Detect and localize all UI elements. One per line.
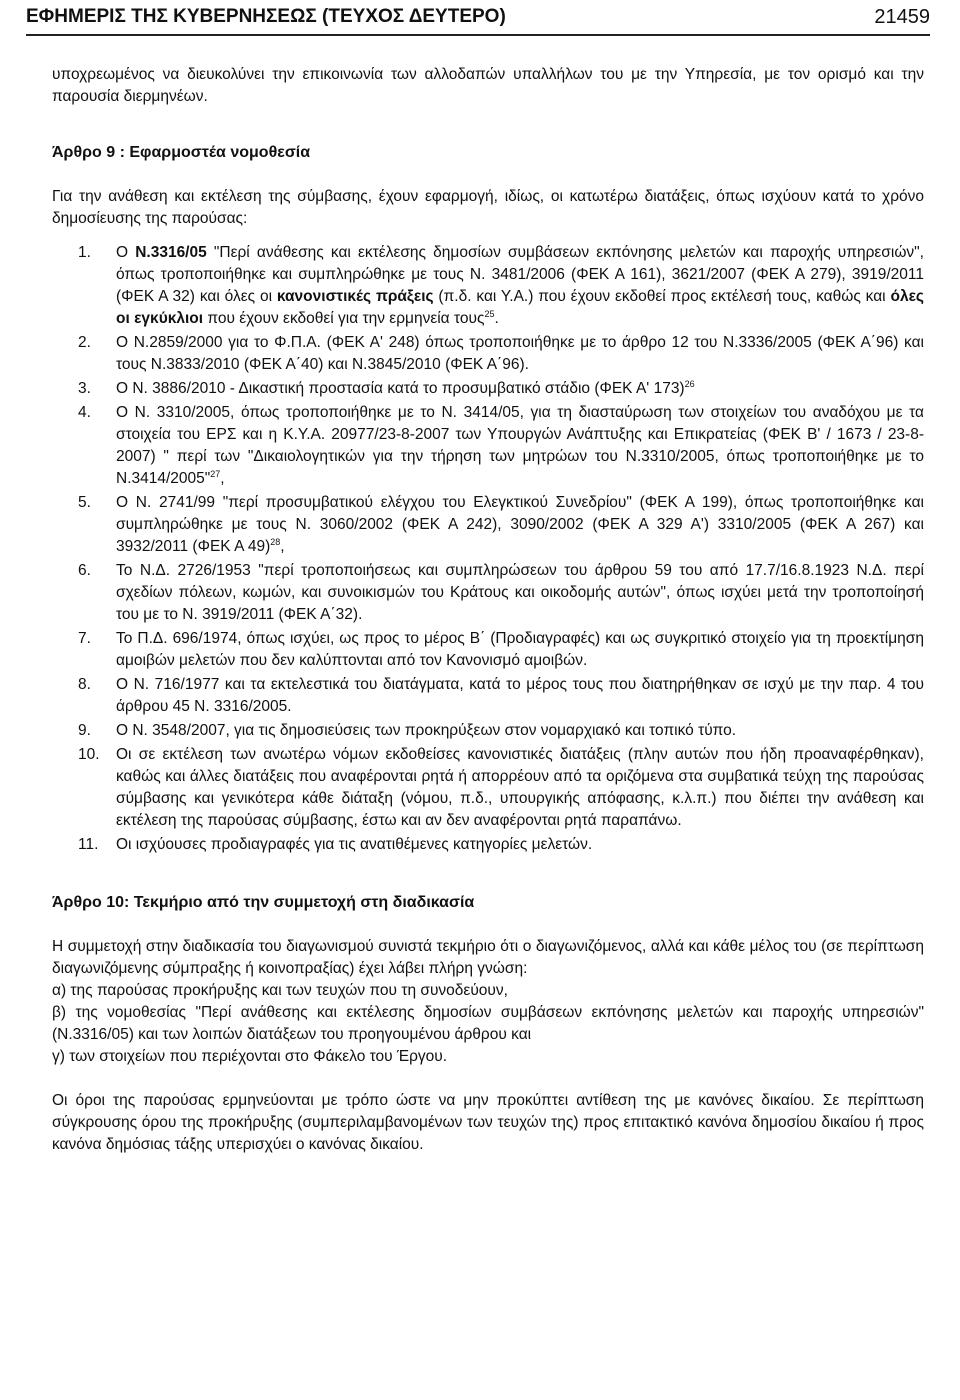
list-item: 1. Ο Ν.3316/05 "Περί ανάθεσης και εκτέλεσης δημοσίων συμβάσεων εκπόνησης μελετών και παροχής υπηρεσιών", όπως τροποποιήθηκε και συμπληρώθηκε με τους Ν. 3481/2006 (ΦΕΚ Α 161), 3621/2007 (ΦΕΚ Α 279), 3919/2011 (ΦΕΚ Α 32) και όλες οι κανονιστικές πράξεις (π.δ. και Υ.Α.) που έχουν εκδοθεί προς εκτέλεσή τους, καθώς και όλες οι εγκύκλιοι που έχουν εκδοθεί για την ερμηνεία τους$^{25}$. [78, 244, 924, 327]
list-item: 9. Ο Ν. 3548/2007, για τις δημοσιεύσεις των προκηρύξεων στον νομαρχιακό και τοπικό τύπο. [78, 722, 737, 739]
article-10-item-c: γ) των στοιχείων που περιέχονται στο Φάκελο του Έργου. [52, 1048, 448, 1065]
list-item: 5. Ο Ν. 2741/99 "περί προσυμβατικού ελέγχου του Ελεγκτικού Συνεδρίου" (ΦΕΚ Α 199), όπως τροποποιήθηκε και συμπληρώθηκε με τους Ν. 3060/2002 (ΦΕΚ Α 242), 3090/2002 (ΦΕΚ Α 329 Α') 3310/2005 (ΦΕΚ Α 267) και 3932/2011 (ΦΕΚ Α 49)$^{28}$, [78, 494, 924, 555]
list-item: 11. Οι ισχύουσες προδιαγραφές για τις ανατιθέμενες κατηγορίες μελετών. [78, 836, 593, 853]
article-10-item-a: α) της παρούσας προκήρυξης και των τευχών που τη συνοδεύουν, [52, 982, 508, 999]
list-item: 7. Το Π.Δ. 696/1974, όπως ισχύει, ως προς το μέρος Β΄ (Προδιαγραφές) και ως συγκριτικό στοιχείο για τη προεκτίμηση αμοιβών μελετών που δεν καλύπτονται από τον Κανονισμό αμοιβών. [78, 630, 924, 669]
gazette-title: ΕΦΗΜΕΡΙΣ ΤΗΣ ΚΥΒΕΡΝΗΣΕΩΣ (ΤΕΥΧΟΣ ΔΕΥΤΕΡΟ) [26, 6, 506, 27]
page-number: 21459 [874, 6, 930, 28]
list-item: 8. Ο Ν. 716/1977 και τα εκτελεστικά του διατάγματα, κατά το μέρος τους που διατηρήθηκαν σε ισχύ με την παρ. 4 του άρθρου 45 Ν. 3316/2005. [78, 676, 924, 715]
list-item: 2. Ο Ν.2859/2000 για το Φ.Π.Α. (ΦΕΚ Α' 248) όπως τροποποιήθηκε με το άρθρο 12 του Ν.3336/2005 (ΦΕΚ Α΄96) και τους Ν.3833/2010 (ΦΕΚ Α΄40) και Ν.3845/2010 (ΦΕΚ Α΄96). [78, 334, 924, 373]
legislation-list [52, 242, 924, 856]
footnote-ref: 25 [484, 308, 495, 319]
article-10-paragraph-1: Η συμμετοχή στην διαδικασία του διαγωνισμού συνιστά τεκμήριο ότι ο διαγωνιζόμενος, αλλά και κάθε μέλος του (σε περίπτωση διαγωνιζόμενης σύμπραξης ή κοινοπραξίας) έχει λάβει πλήρη γνώση: [52, 938, 924, 977]
document-body [52, 64, 924, 1156]
footnote-ref: 26 [684, 378, 695, 389]
article-10-item-b: β) της νομοθεσίας "Περί ανάθεσης και εκτέλεσης δημοσίων συμβάσεων εκπόνησης μελετών και παροχής υπηρεσιών" (Ν.3316/05) και των λοιπών διατάξεων του προηγουμένου άρθρου και [52, 1004, 924, 1043]
list-item: 4. Ο Ν. 3310/2005, όπως τροποποιήθηκε με το Ν. 3414/05, για τη διασταύρωση των στοιχείων του αναδόχου με τα στοιχεία του ΕΡΣ και η Κ.Υ.Α. 20977/23-8-2007 των Υπουργών Ανάπτυξης και Επικρατείας (ΦΕΚ Β' / 1673 / 23-8-2007) " περί των "Δικαιολογητικών για την τήρηση των μητρώων του Ν.3310/2005, όπως τροποποιήθηκε με το Ν.3414/2005"$^{27}$, [78, 404, 924, 487]
article-9-lead: Για την ανάθεση και εκτέλεση της σύμβασης, έχουν εφαρμογή, ιδίως, οι κατωτέρω διατάξεις, όπως ισχύουν κατά το χρόνο δημοσίευσης της παρούσας: [52, 188, 924, 227]
page-header [26, 4, 930, 36]
article-10-paragraph-2: Οι όροι της παρούσας ερμηνεύονται με τρόπο ώστε να μην προκύπτει αντίθεση της με κανόνες δικαίου. Σε περίπτωση σύγκρουσης όρου της προκήρυξης (συμπεριλαμβανομένων των τευχών της) προς επιτακτικό κανόνα δημοσίου δικαίου ή προς κανόνα δημόσιας τάξης υπερισχύει ο κανόνας δικαίου. [52, 1092, 924, 1153]
list-item: 3. Ο Ν. 3886/2010 - Δικαστική προστασία κατά το προσυμβατικό στάδιο (ΦΕΚ Α' 173)$^{26}$ [78, 378, 695, 397]
article-10-heading: Άρθρο 10: Τεκμήριο από την συμμετοχή στη διαδικασία [52, 894, 475, 911]
article-9-heading: Άρθρο 9 : Εφαρμοστέα νομοθεσία [52, 144, 311, 161]
intro-paragraph: υποχρεωμένος να διευκολύνει την επικοινωνία των αλλοδαπών υπαλλήλων του με την Υπηρεσία, με τον ορισμό και την παρουσία διερμηνέων. [52, 66, 924, 105]
footnote-ref: 27 [210, 468, 221, 479]
footnote-ref: 28 [270, 536, 281, 547]
list-item: 10. Οι σε εκτέλεση των ανωτέρω νόμων εκδοθείσες κανονιστικές διατάξεις (πλην αυτών που ήδη προαναφέρθηκαν), καθώς και άλλες διατάξεις που αναφέρονται ρητά ή απορρέουν από τα οριζόμενα στα συμβατικά τεύχη της παρούσας σύμβασης και γενικότερα κάθε διάταξη (νόμου, π.δ., υπουργικής απόφασης, κ.λ.π.) που διέπει την ανάθεση και εκτέλεση της παρούσας σύμβασης, έστω και αν δεν αναφέρονται ρητά παραπάνω. [78, 746, 924, 829]
list-item: 6. Το Ν.Δ. 2726/1953 "περί τροποποιήσεως και συμπληρώσεων του άρθρου 59 του από 17.7/16.8.1923 Ν.Δ. περί σχεδίων πόλεων, κωμών, και συνοικισμών του Κράτους και οικοδομής αυτών", όπως ισχύει μετά την τροποποίησή του με το Ν. 3919/2011 (ΦΕΚ Α΄32). [78, 562, 924, 623]
